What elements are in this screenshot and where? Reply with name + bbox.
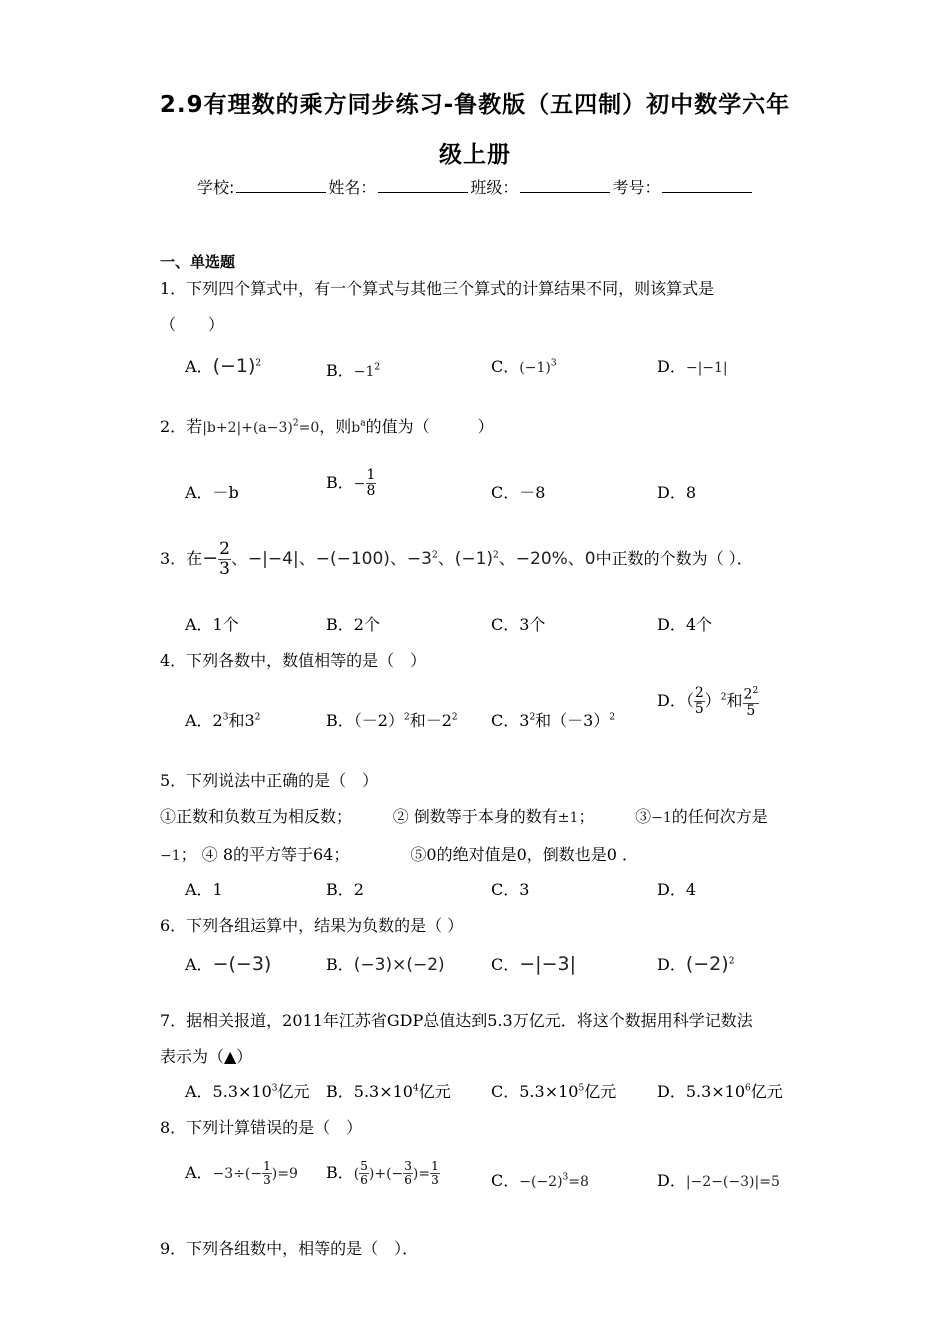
school-label: 学校: bbox=[197, 178, 235, 197]
q5-statement-line1: ①正数和负数互为相反数； ② 倒数等于本身的数有±1； ③−1的任何次方是 bbox=[160, 807, 768, 826]
q4-option-b: B．$(-2)^2$和$-2^2$ bbox=[326, 711, 458, 730]
q1-option-c: C．$(-1)^3$ bbox=[491, 357, 557, 376]
q2-option-b: B．− $\frac{1}{8}$ bbox=[326, 467, 376, 499]
number-blank[interactable] bbox=[662, 178, 752, 193]
section-heading: 一、单选题 bbox=[160, 253, 236, 271]
q4-option-d: D．（ $\frac{2}{5}$ ）$^2$和 $\frac{2^2}{5}$ bbox=[657, 684, 759, 719]
name-label: 姓名： bbox=[328, 178, 377, 197]
q8-option-a: A．−3÷(− $\frac{1}{3}$ )=9 bbox=[185, 1159, 298, 1187]
q8-option-d: D．|−2−(−3)|=5 bbox=[657, 1171, 780, 1190]
document-title-line1: 2.9有理数的乘方同步练习-鲁教版（五四制）初中数学六年 bbox=[159, 92, 791, 118]
q1-option-a: A．$(-1)^2$ bbox=[185, 355, 262, 377]
q7-option-d: D．$5.3\times 10^6$亿元 bbox=[657, 1082, 783, 1101]
q1-option-b: B．$-1^2$ bbox=[326, 361, 381, 380]
q3-stem: 3．在− $\frac{2}{3}$ 、−|−4|、−(−100)、$-3^2$、$(-1)^2$、−20%、0中正数的个数为（ ）． bbox=[160, 539, 753, 579]
q8-stem: 8．下列计算错误的是（ ） bbox=[160, 1118, 363, 1137]
q5-stem: 5．下列说法中正确的是（ ） bbox=[160, 771, 379, 790]
q1-stem: 1．下列四个算式中，有一个算式与其他三个算式的计算结果不同，则该算式是 bbox=[160, 279, 715, 298]
q3-option-d: D．4个 bbox=[657, 615, 713, 634]
q4-stem: 4．下列各数中，数值相等的是（ ） bbox=[160, 651, 427, 670]
q2-option-c: C．－8 bbox=[491, 483, 546, 502]
class-blank[interactable] bbox=[520, 178, 610, 193]
q8-option-b: B．( $\frac{5}{6}$ )+(− $\frac{3}{6}$ )= $\frac{1}{3}$ bbox=[326, 1159, 439, 1187]
q7-stem-line2: 表示为（▲） bbox=[160, 1047, 253, 1066]
q2-stem: 2．若$|b+2|+(a-3)^2=0$，则$b^a$的值为（ ） bbox=[160, 417, 494, 436]
number-label: 考号： bbox=[612, 178, 661, 197]
q3-option-a: A．1个 bbox=[185, 615, 239, 634]
q4-option-a: A．$2^3$和$3^2$ bbox=[185, 711, 261, 730]
q1-paren: （ ） bbox=[160, 315, 225, 334]
q5-option-a: A．1 bbox=[185, 880, 223, 899]
q7-option-b: B．$5.3\times 10^4$亿元 bbox=[326, 1082, 451, 1101]
q5-option-c: C．3 bbox=[491, 880, 530, 899]
school-blank[interactable] bbox=[236, 178, 326, 193]
q6-option-b: B．(−3)×(−2) bbox=[326, 955, 445, 975]
student-info-row bbox=[197, 175, 754, 198]
q6-stem: 6．下列各组运算中，结果为负数的是（ ） bbox=[160, 916, 464, 935]
name-blank[interactable] bbox=[378, 178, 468, 193]
q7-option-c: C．$5.3\times 10^5$亿元 bbox=[491, 1082, 617, 1101]
q1-option-d: D．−|−1| bbox=[657, 357, 728, 376]
q7-stem-line1: 7．据相关报道，2011年江苏省GDP总值达到5.3万亿元．将这个数据用科学记数法 bbox=[160, 1011, 753, 1030]
class-label: 班级： bbox=[470, 178, 519, 197]
q5-option-b: B．2 bbox=[326, 880, 364, 899]
q9-stem: 9．下列各组数中，相等的是（ ）． bbox=[160, 1239, 419, 1258]
q5-option-d: D．4 bbox=[657, 880, 697, 899]
q6-option-a: A．−(−3) bbox=[185, 953, 272, 975]
q3-option-c: C．3个 bbox=[491, 615, 546, 634]
q2-option-d: D．8 bbox=[657, 483, 697, 502]
q7-option-a: A．$5.3\times 10^3$亿元 bbox=[185, 1082, 310, 1101]
q6-option-c: C．−|−3| bbox=[491, 953, 576, 975]
q4-option-c: C．$3^2$和$(-3)^2$ bbox=[491, 711, 616, 730]
q5-statement-line2: −1； ④ 8的平方等于64； ⑤0的绝对值是0，倒数也是0 ． bbox=[160, 845, 639, 864]
q3-option-b: B．2个 bbox=[326, 615, 380, 634]
q2-option-a: A．－b bbox=[185, 483, 239, 502]
q6-option-d: D．$(-2)^2$ bbox=[657, 953, 735, 975]
document-title-line2: 级上册 bbox=[439, 142, 511, 168]
q8-option-c: C．$-(-2)^3=8$ bbox=[491, 1171, 589, 1190]
